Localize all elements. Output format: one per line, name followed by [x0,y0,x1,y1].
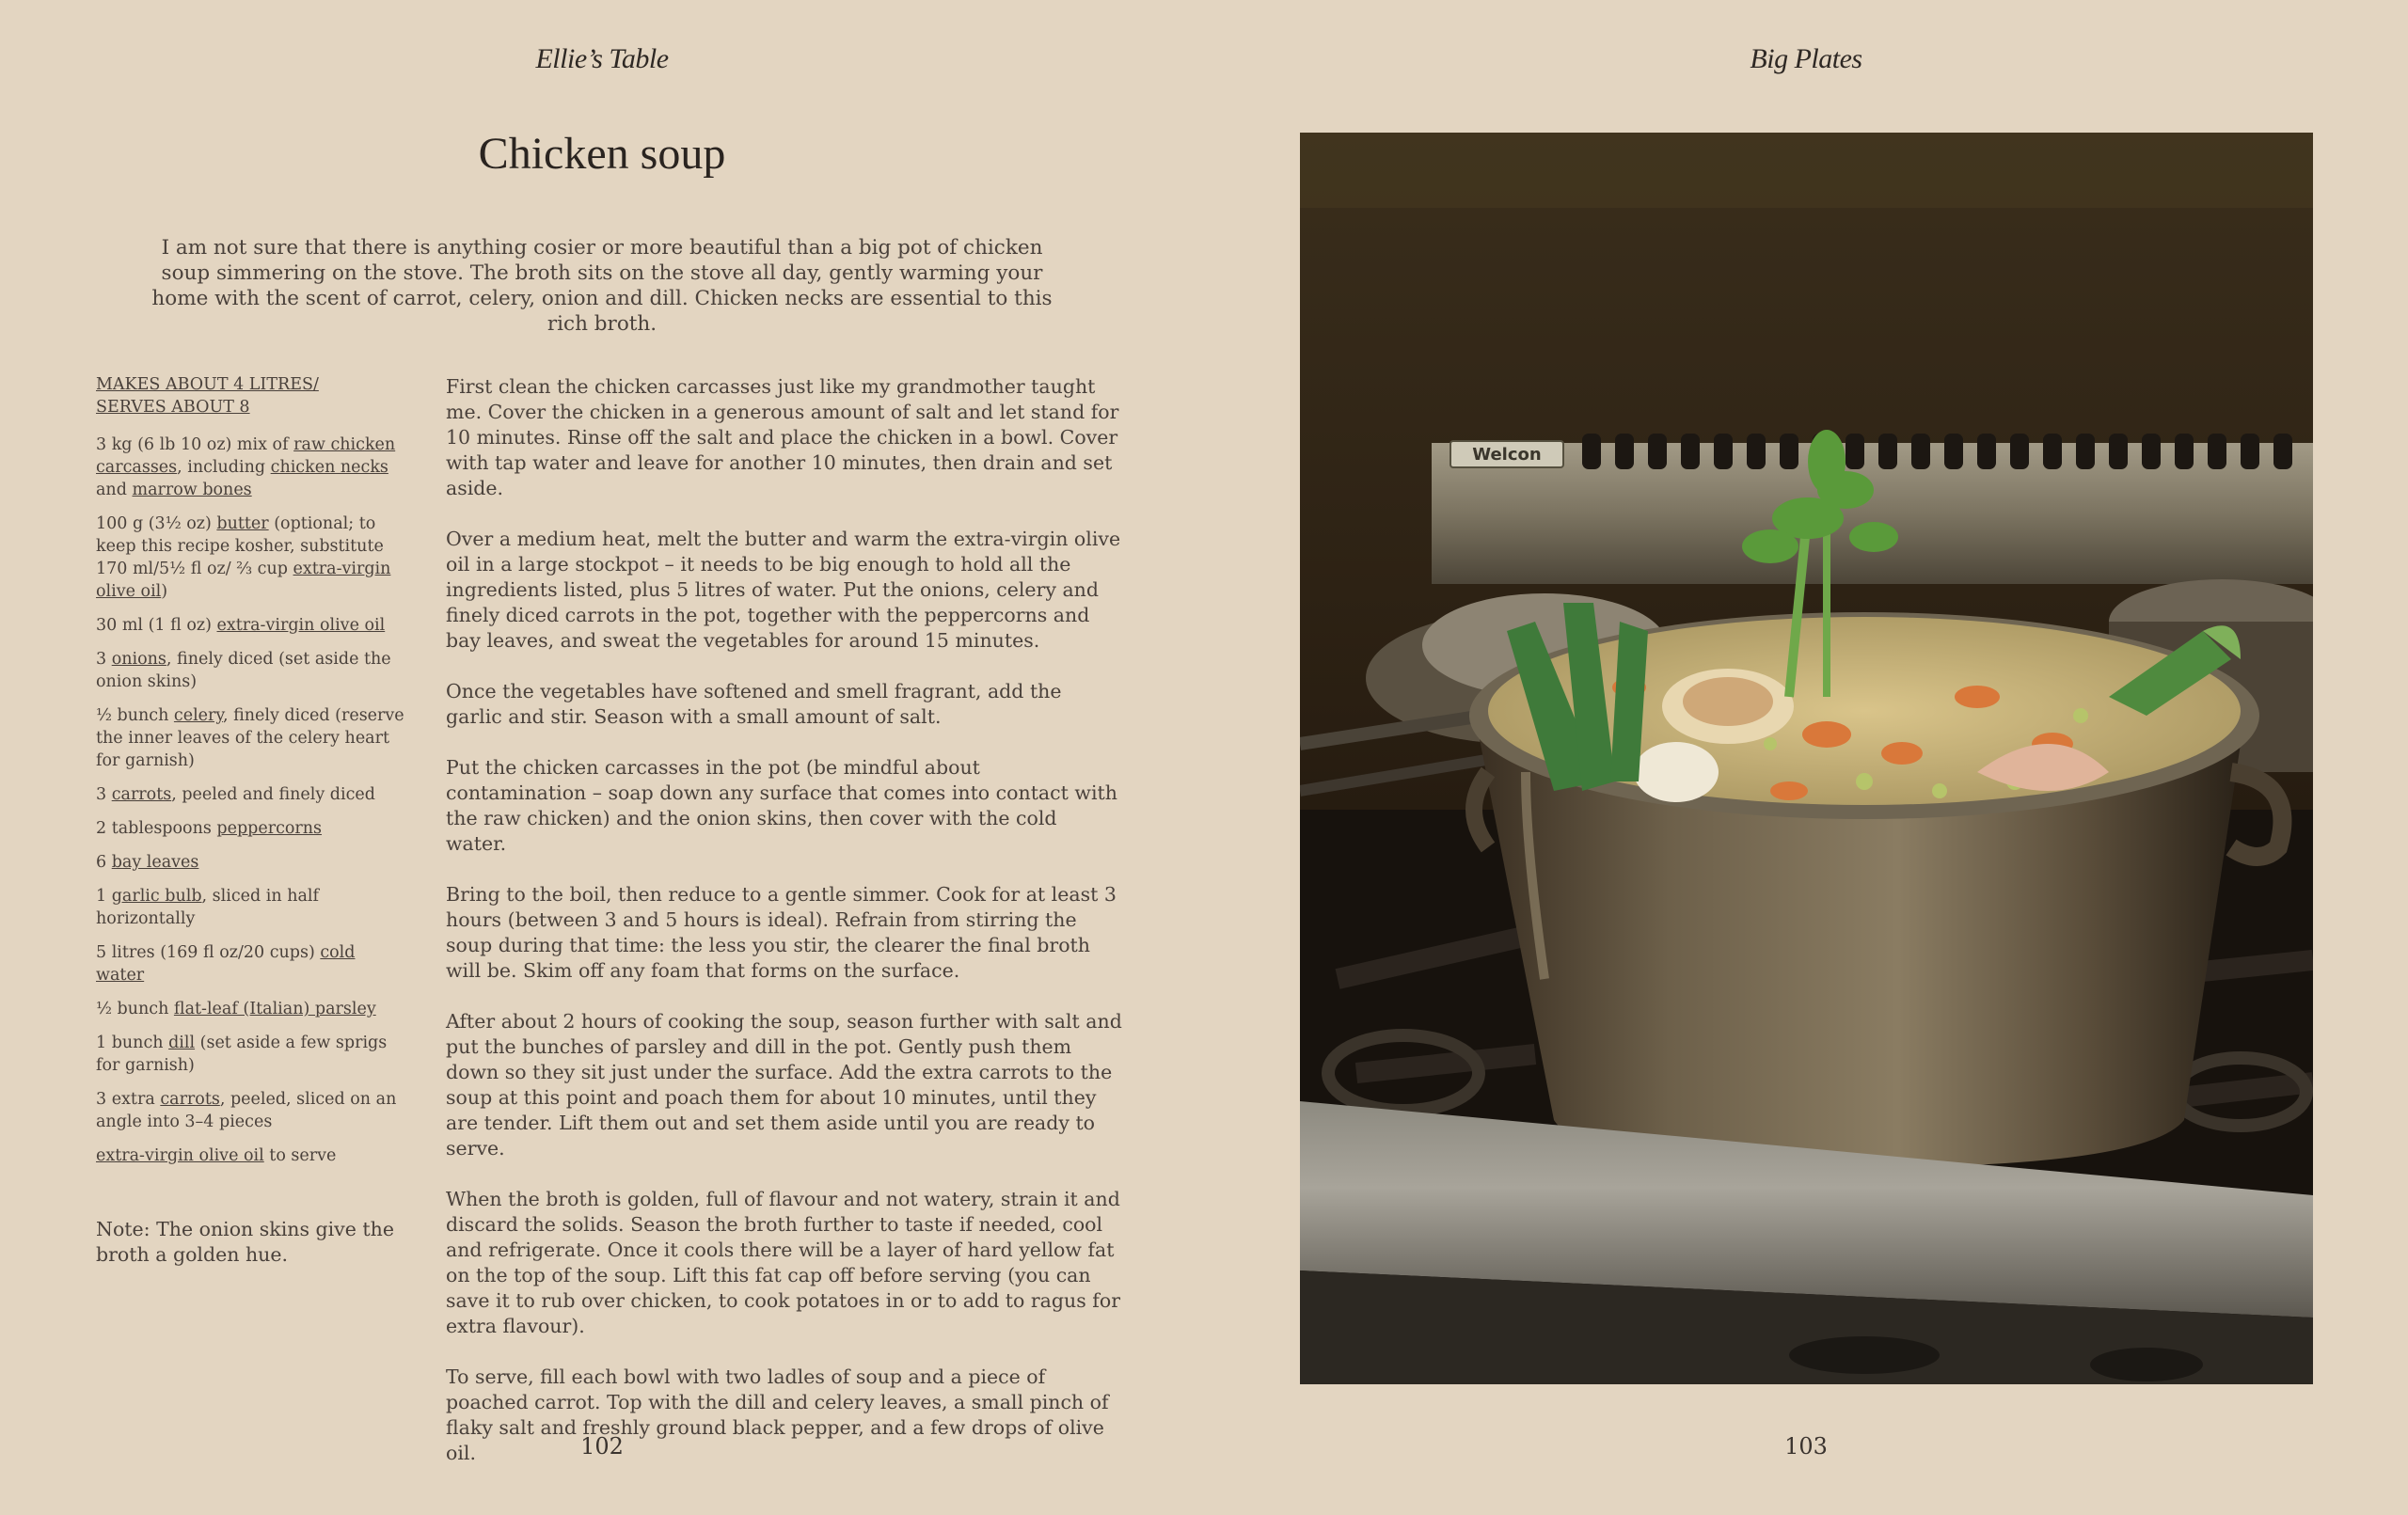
right-page [1204,0,2408,1515]
intro-paragraph [150,235,1054,337]
ingredient-name: peppercorns [216,819,323,838]
recipe-title: Chicken soup [478,129,726,179]
ingredient-item [96,885,406,930]
yield-line-1: MAKES ABOUT 4 LITRES/ [96,375,319,394]
ingredient-name: dill [168,1034,196,1052]
running-head-right: Big Plates [1750,43,1862,74]
ingredient-detail: (optional; to keep this recipe kosher, substitute 170 ml/5½ fl oz/ ⅔ cup [96,514,384,578]
method-step: To serve, fill each bowl with two ladles of soup and a piece of poached carrot. Top with the dill and celery leaves, a small pinch of flaky salt and freshly ground black pepper, and a few drops of olive oil. [446,1365,1109,1464]
ingredient-detail: 3 [96,650,112,669]
ingredient-item [96,648,406,693]
ingredient-name: flat-leaf (Italian) parsley [173,1000,376,1018]
ingredient-detail: ) [161,582,168,601]
ingredient-detail: 1 bunch [96,1034,169,1052]
ingredient-name: cold water [96,943,356,985]
recipe-note: Note: The onion skins give the broth a golden hue. [96,1218,394,1266]
method-column [446,374,1123,1491]
ingredient-item [96,851,406,874]
ingredient-detail: and [96,481,133,499]
ingredient-item [96,614,406,637]
ingredient-detail: 2 tablespoons [96,819,217,838]
ingredients-column [96,373,406,1178]
ingredient-detail: 100 g (3½ oz) [96,514,217,533]
soup-pot-photo [1300,133,2313,1384]
page-number-right: 103 [1784,1433,1828,1460]
ingredient-detail: 3 extra [96,1090,161,1109]
method-step: Put the chicken carcasses in the pot (be mindful about contamination – soap down any surface that comes into contact with the raw chicken) and the onion skins, then cover with the cold water. [446,756,1117,855]
ingredient-detail: 30 ml (1 fl oz) [96,616,217,635]
soup-pot-illustration [1300,133,2313,1384]
ingredient-detail: 6 [96,853,112,872]
method-step: First clean the chicken carcasses just like my grandmother taught me. Cover the chicken in a generous amount of salt and let stand for 10 minutes. Rinse off the salt and place the chicken in a bowl. Cover with tap water and leave for another 10 minutes, then drain and set aside. [446,375,1119,499]
stove-brand-label: Welcon [1472,445,1542,465]
ingredient-item [96,1032,406,1077]
ingredient-name: extra-virgin olive oil [96,1146,264,1165]
ingredient-name: butter [216,514,269,533]
ingredient-list [96,434,406,1167]
ingredient-item [96,998,406,1020]
ingredient-detail: , sliced in half horizontally [96,887,319,928]
ingredient-item [96,1144,406,1167]
ingredient-detail: ½ bunch [96,1000,174,1018]
ingredient-name: chicken necks [270,458,388,477]
ingredient-detail: 3 [96,785,112,804]
page-number-left: 102 [580,1433,624,1460]
method-step: When the broth is golden, full of flavour and not watery, strain it and discard the solids. Season the broth further to taste if needed, cool and refrigerate. Once it cools there will be a layer of hard yellow fat on the top of the soup. Lift this fat cap off before serving (you can save it to rub over chicken, to cook potatoes in or to add to ragus for extra flavour). [446,1188,1120,1337]
running-head-left: Ellie’s Table [535,43,669,74]
ingredient-item [96,704,406,772]
ingredient-name: celery [173,706,223,725]
ingredient-detail: , finely diced (reserve the inner leaves of the celery heart for garnish) [96,706,404,770]
method-step: Bring to the boil, then reduce to a gentle simmer. Cook for at least 3 hours (between 3 and 5 hours is ideal). Refrain from stirring the soup during that time: the less you stir, the clearer the final broth will be. Skim off any foam that forms on the surface. [446,883,1117,982]
ingredient-detail: , peeled, sliced on an angle into 3–4 pieces [96,1090,397,1131]
ingredient-detail: to serve [263,1146,337,1165]
intro-text: I am not sure that there is anything cosier or more beautiful than a big pot of chicken soup simmering on the stove. The broth sits on the stove all day, gently warming your home with the scent of carrot, celery, onion and dill. Chicken necks are essential to this rich broth. [151,236,1053,336]
method-step: Over a medium heat, melt the butter and warm the extra-virgin olive oil in a large stockpot – it needs to be big enough to hold all the ingredients listed, plus 5 litres of water. Put the onions, celery and finely diced carrots in the pot, together with the peppercorns and bay leaves, and sweat the vegetables for around 15 minutes. [446,528,1121,652]
ingredient-name: raw chicken carcasses [96,435,396,477]
method-step: After about 2 hours of cooking the soup, season further with salt and put the bunches of parsley and dill in the pot. Gently push them down so they sit just under the surface. Add the extra carrots to the soup at this point and poach them for about 10 minutes, until they are tender. Lift them out and set them aside until you are ready to serve. [446,1010,1122,1160]
ingredient-item [96,434,406,501]
ingredient-detail: ½ bunch [96,706,174,725]
ingredient-name: marrow bones [132,481,252,499]
yield-heading [96,373,406,418]
ingredient-name: carrots [160,1090,220,1109]
ingredient-item [96,941,406,986]
ingredient-item [96,817,406,840]
method-step: Once the vegetables have softened and smell fragrant, add the garlic and stir. Season with a small amount of salt. [446,680,1062,728]
ingredient-detail: 3 kg (6 lb 10 oz) mix of [96,435,294,454]
ingredient-name: carrots [111,785,172,804]
ingredient-detail: (set aside a few sprigs for garnish) [96,1034,388,1075]
ingredient-detail: 1 [96,887,112,906]
ingredient-detail: 5 litres (169 fl oz/20 cups) [96,943,321,962]
ingredient-detail: , peeled and finely diced [171,785,375,804]
ingredient-name: extra-virgin olive oil [216,616,386,635]
ingredient-name: garlic bulb [111,887,202,906]
ingredient-item [96,513,406,603]
ingredient-name: onions [111,650,166,669]
ingredient-name: bay leaves [111,853,199,872]
ingredient-detail: , finely diced (set aside the onion skins) [96,650,391,691]
ingredient-item [96,1088,406,1133]
ingredient-name: extra-virgin olive oil [96,560,391,601]
yield-line-2: SERVES ABOUT 8 [96,398,250,417]
ingredient-detail: , including [177,458,271,477]
ingredient-item [96,783,406,806]
